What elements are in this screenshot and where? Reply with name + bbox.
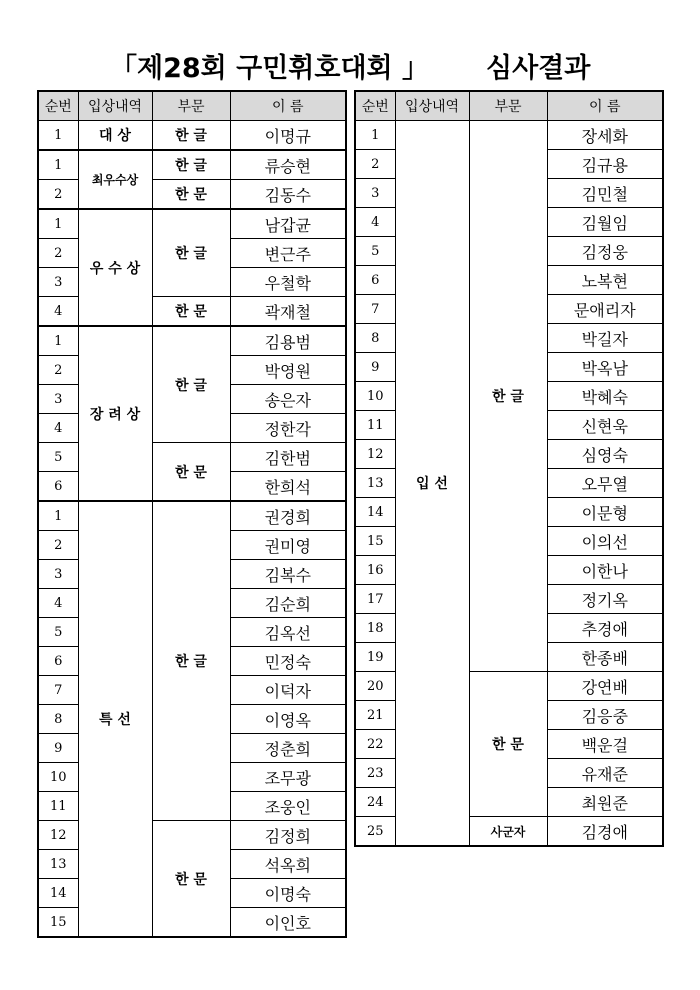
row-seq: 9 [355,353,395,382]
row-seq: 3 [38,560,78,589]
row-seq: 1 [38,121,78,151]
row-seq: 24 [355,788,395,817]
row-name: 김정희 [230,821,346,850]
row-name: 변근주 [230,239,346,268]
row-name: 정춘희 [230,734,346,763]
row-name: 김동수 [230,180,346,210]
row-seq: 8 [38,705,78,734]
row-seq: 2 [355,150,395,179]
row-name: 최원준 [547,788,663,817]
row-name: 박혜숙 [547,382,663,411]
row-name: 권경희 [230,501,346,531]
division-cell: 한 글 [152,150,230,180]
row-seq: 19 [355,643,395,672]
row-seq: 5 [355,237,395,266]
row-seq: 1 [38,209,78,239]
row-seq: 7 [38,676,78,705]
award-cell: 최우수상 [78,150,152,209]
award-cell: 특 선 [78,501,152,937]
results-table-left [37,90,347,938]
row-seq: 10 [355,382,395,411]
table-row [38,501,346,531]
award-cell: 대 상 [78,121,152,151]
row-name: 박옥남 [547,353,663,382]
row-seq: 14 [355,498,395,527]
header-seq: 순번 [355,91,395,121]
division-cell: 한 문 [152,821,230,938]
division-cell: 사군자 [469,817,547,847]
row-seq: 13 [355,469,395,498]
division-cell: 한 문 [152,443,230,502]
row-seq: 2 [38,239,78,268]
row-name: 곽재철 [230,297,346,327]
row-seq: 3 [38,385,78,414]
row-name: 신현욱 [547,411,663,440]
row-seq: 11 [38,792,78,821]
row-name: 김정웅 [547,237,663,266]
row-name: 추경애 [547,614,663,643]
header-seq: 순번 [38,91,78,121]
row-name: 김경애 [547,817,663,847]
row-seq: 2 [38,180,78,210]
row-seq: 12 [38,821,78,850]
row-seq: 22 [355,730,395,759]
row-seq: 1 [38,326,78,356]
row-name: 김복수 [230,560,346,589]
row-name: 김응중 [547,701,663,730]
row-name: 민정숙 [230,647,346,676]
right-table-body [355,121,663,847]
row-name: 석옥희 [230,850,346,879]
row-seq: 1 [38,501,78,531]
header-name: 이 름 [230,91,346,121]
row-seq: 3 [38,268,78,297]
row-name: 김월임 [547,208,663,237]
division-cell: 한 글 [152,121,230,151]
row-name: 조무광 [230,763,346,792]
header-division: 부문 [152,91,230,121]
table-row [355,121,663,150]
row-name: 권미영 [230,531,346,560]
row-seq: 15 [355,527,395,556]
row-seq: 15 [38,908,78,938]
award-cell: 장 려 상 [78,326,152,501]
row-name: 이인호 [230,908,346,938]
row-name: 문애리자 [547,295,663,324]
table-header-row [38,91,346,121]
row-seq: 4 [355,208,395,237]
header-name: 이 름 [547,91,663,121]
table-row [38,326,346,356]
row-name: 김옥선 [230,618,346,647]
row-name: 장세화 [547,121,663,150]
row-name: 이한나 [547,556,663,585]
row-name: 김규용 [547,150,663,179]
table-row [38,150,346,180]
row-seq: 6 [38,647,78,676]
row-name: 노복현 [547,266,663,295]
row-seq: 9 [38,734,78,763]
row-seq: 8 [355,324,395,353]
table-row [38,209,346,239]
row-name: 이문형 [547,498,663,527]
row-name: 정기옥 [547,585,663,614]
row-seq: 11 [355,411,395,440]
award-cell: 우 수 상 [78,209,152,326]
row-name: 이명숙 [230,879,346,908]
row-seq: 16 [355,556,395,585]
row-name: 김한범 [230,443,346,472]
table-row [38,121,346,151]
row-name: 우철학 [230,268,346,297]
row-seq: 25 [355,817,395,847]
row-seq: 12 [355,440,395,469]
row-name: 한종배 [547,643,663,672]
row-seq: 2 [38,531,78,560]
division-cell: 한 글 [152,326,230,443]
title-main: 「제28회 구민휘호대회 」 [110,53,430,84]
row-seq: 5 [38,618,78,647]
row-name: 박영원 [230,356,346,385]
division-cell: 한 글 [152,209,230,297]
row-name: 강연배 [547,672,663,701]
row-seq: 4 [38,297,78,327]
header-division: 부문 [469,91,547,121]
row-seq: 4 [38,414,78,443]
row-seq: 2 [38,356,78,385]
row-seq: 18 [355,614,395,643]
row-name: 조웅인 [230,792,346,821]
row-name: 남갑균 [230,209,346,239]
row-seq: 6 [355,266,395,295]
division-cell: 한 글 [469,121,547,672]
row-seq: 5 [38,443,78,472]
division-cell: 한 문 [152,180,230,210]
row-name: 백운걸 [547,730,663,759]
row-seq: 3 [355,179,395,208]
header-award: 입상내역 [395,91,469,121]
division-cell: 한 문 [152,297,230,327]
results-table-right [354,90,664,847]
row-name: 한희석 [230,472,346,502]
award-cell: 입 선 [395,121,469,847]
row-seq: 7 [355,295,395,324]
row-name: 김용범 [230,326,346,356]
left-table-body [38,121,346,938]
row-name: 심영숙 [547,440,663,469]
row-name: 김민철 [547,179,663,208]
row-seq: 1 [355,121,395,150]
division-cell: 한 문 [469,672,547,817]
row-name: 오무열 [547,469,663,498]
table-header-row [355,91,663,121]
row-seq: 6 [38,472,78,502]
row-name: 이영옥 [230,705,346,734]
row-name: 이덕자 [230,676,346,705]
row-seq: 17 [355,585,395,614]
row-seq: 21 [355,701,395,730]
row-name: 류승현 [230,150,346,180]
title-sub: 심사결과 [486,53,591,84]
row-name: 이의선 [547,527,663,556]
row-name: 정한각 [230,414,346,443]
row-name: 유재준 [547,759,663,788]
header-award: 입상내역 [78,91,152,121]
row-name: 김순희 [230,589,346,618]
division-cell: 한 글 [152,501,230,821]
document-title [0,46,700,86]
row-seq: 1 [38,150,78,180]
row-seq: 23 [355,759,395,788]
row-seq: 20 [355,672,395,701]
row-name: 박길자 [547,324,663,353]
row-name: 송은자 [230,385,346,414]
row-seq: 14 [38,879,78,908]
row-seq: 10 [38,763,78,792]
row-name: 이명규 [230,121,346,151]
row-seq: 13 [38,850,78,879]
row-seq: 4 [38,589,78,618]
